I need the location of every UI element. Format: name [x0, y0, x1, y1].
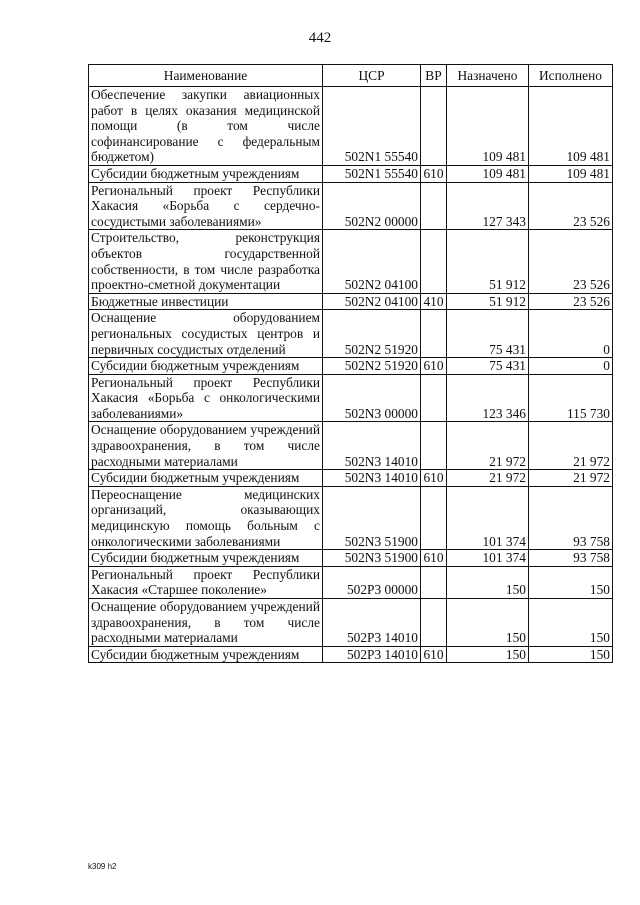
cell-vr [421, 374, 447, 422]
cell-csr: 502P3 14010 [323, 599, 421, 647]
cell-vr: 410 [421, 293, 447, 310]
cell-vr [421, 566, 447, 598]
budget-table [88, 64, 613, 663]
cell-name: Переоснащение медицинских организаций, оказывающих медицинскую помощь больным с онкологическими заболеваниями [89, 486, 323, 549]
table-row [89, 486, 613, 549]
cell-vr [421, 310, 447, 358]
cell-assigned: 150 [447, 566, 529, 598]
cell-executed: 23 526 [529, 230, 613, 293]
cell-csr: 502N3 14010 [323, 470, 421, 487]
table-row [89, 182, 613, 230]
table-row [89, 293, 613, 310]
cell-csr: 502P3 00000 [323, 566, 421, 598]
cell-executed: 93 758 [529, 486, 613, 549]
cell-vr: 610 [421, 646, 447, 663]
table-row [89, 230, 613, 293]
cell-executed: 109 481 [529, 165, 613, 182]
cell-name: Бюджетные инвестиции [89, 293, 323, 310]
cell-executed: 150 [529, 566, 613, 598]
cell-csr: 502N2 51920 [323, 358, 421, 375]
cell-executed: 93 758 [529, 550, 613, 567]
cell-vr: 610 [421, 358, 447, 375]
cell-assigned: 109 481 [447, 87, 529, 166]
cell-csr: 502N1 55540 [323, 165, 421, 182]
footer-code: k309 h2 [88, 862, 117, 871]
cell-name: Обеспечение закупки авиационных работ в целях оказания медицинской помощи (в том числе софинансирование с федеральным бюджетом) [89, 87, 323, 166]
cell-assigned: 75 431 [447, 310, 529, 358]
table-header-row [89, 65, 613, 87]
cell-csr: 502N2 04100 [323, 293, 421, 310]
cell-name: Субсидии бюджетным учреждениям [89, 550, 323, 567]
cell-executed: 150 [529, 646, 613, 663]
cell-vr [421, 486, 447, 549]
table-row [89, 165, 613, 182]
cell-assigned: 150 [447, 599, 529, 647]
cell-csr: 502N1 55540 [323, 87, 421, 166]
cell-assigned: 21 972 [447, 422, 529, 470]
cell-name: Региональный проект Республики Хакасия «Борьба с сердечно-сосудистыми заболеваниями» [89, 182, 323, 230]
cell-executed: 21 972 [529, 470, 613, 487]
cell-executed: 0 [529, 358, 613, 375]
table-row [89, 646, 613, 663]
table-body [89, 87, 613, 663]
cell-executed: 21 972 [529, 422, 613, 470]
cell-vr [421, 230, 447, 293]
cell-vr [421, 599, 447, 647]
cell-name: Оснащение оборудованием региональных сосудистых центров и первичных сосудистых отделений [89, 310, 323, 358]
cell-assigned: 150 [447, 646, 529, 663]
cell-name: Субсидии бюджетным учреждениям [89, 165, 323, 182]
header-assigned: Назначено [447, 65, 529, 87]
cell-csr: 502N2 51920 [323, 310, 421, 358]
table-row [89, 310, 613, 358]
cell-vr: 610 [421, 550, 447, 567]
cell-assigned: 101 374 [447, 486, 529, 549]
cell-csr: 502N3 51900 [323, 550, 421, 567]
cell-executed: 23 526 [529, 293, 613, 310]
table-row [89, 599, 613, 647]
header-vr: ВР [421, 65, 447, 87]
table-row [89, 422, 613, 470]
cell-name: Субсидии бюджетным учреждениям [89, 358, 323, 375]
cell-vr: 610 [421, 470, 447, 487]
cell-csr: 502N3 00000 [323, 374, 421, 422]
cell-name: Оснащение оборудованием учреждений здравоохранения, в том числе расходными материалами [89, 422, 323, 470]
table-row [89, 470, 613, 487]
cell-assigned: 127 343 [447, 182, 529, 230]
cell-name: Строительство, реконструкция объектов государственной собственности, в том числе разработка проектно-сметной документации [89, 230, 323, 293]
cell-executed: 109 481 [529, 87, 613, 166]
cell-vr [421, 182, 447, 230]
table-row [89, 87, 613, 166]
header-name: Наименование [89, 65, 323, 87]
cell-name: Региональный проект Республики Хакасия «Борьба с онкологическими заболеваниями» [89, 374, 323, 422]
cell-executed: 0 [529, 310, 613, 358]
table-row [89, 358, 613, 375]
header-executed: Исполнено [529, 65, 613, 87]
cell-name: Региональный проект Республики Хакасия «Старшее поколение» [89, 566, 323, 598]
cell-csr: 502P3 14010 [323, 646, 421, 663]
table-row [89, 566, 613, 598]
cell-vr [421, 87, 447, 166]
cell-name: Субсидии бюджетным учреждениям [89, 646, 323, 663]
cell-assigned: 51 912 [447, 293, 529, 310]
cell-csr: 502N2 04100 [323, 230, 421, 293]
cell-assigned: 123 346 [447, 374, 529, 422]
cell-assigned: 109 481 [447, 165, 529, 182]
cell-executed: 115 730 [529, 374, 613, 422]
cell-csr: 502N2 00000 [323, 182, 421, 230]
cell-name: Субсидии бюджетным учреждениям [89, 470, 323, 487]
cell-csr: 502N3 51900 [323, 486, 421, 549]
cell-assigned: 21 972 [447, 470, 529, 487]
table-row [89, 550, 613, 567]
header-csr: ЦСР [323, 65, 421, 87]
cell-assigned: 101 374 [447, 550, 529, 567]
page-number: 442 [308, 30, 332, 46]
cell-name: Оснащение оборудованием учреждений здравоохранения, в том числе расходными материалами [89, 599, 323, 647]
cell-executed: 23 526 [529, 182, 613, 230]
cell-vr [421, 422, 447, 470]
cell-executed: 150 [529, 599, 613, 647]
cell-assigned: 51 912 [447, 230, 529, 293]
cell-csr: 502N3 14010 [323, 422, 421, 470]
table-row [89, 374, 613, 422]
cell-assigned: 75 431 [447, 358, 529, 375]
cell-vr: 610 [421, 165, 447, 182]
